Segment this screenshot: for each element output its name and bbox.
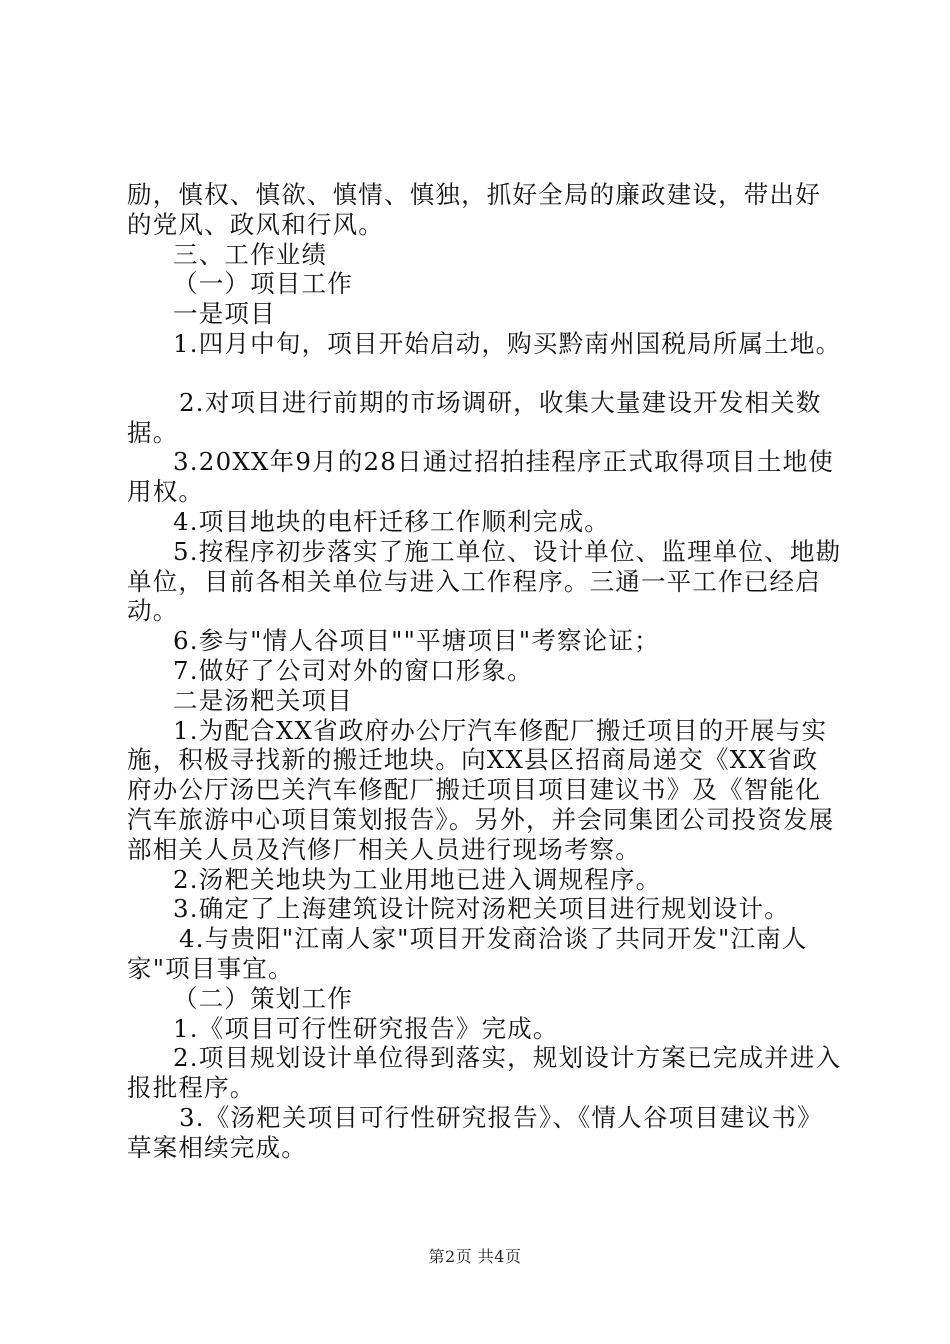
list-item: 6.参与"情人谷项目""平塘项目"考察论证； (173, 626, 660, 656)
subsection-heading-planning-work: （二）策划工作 (173, 983, 353, 1013)
item-heading-tangbaguan: 二是汤粑关项目 (173, 685, 353, 715)
list-item: 7.做好了公司对外的窗口形象。 (173, 655, 533, 685)
list-item: 3.20XX年9月的28日通过招拍挂程序正式取得项目土地使用权。 (127, 447, 834, 507)
list-item: 1.《项目可行性研究报告》完成。 (173, 1013, 559, 1043)
list-item: 1.四月中旬，项目开始启动，购买黔南州国税局所属土地。 (173, 328, 842, 358)
blank-line (127, 359, 842, 388)
list-item: 4.与贵阳"江南人家"项目开发商洽谈了共同开发"江南人家"项目事宜。 (127, 924, 808, 983)
list-item: 1.为配合XX省政府办公厅汽车修配厂搬迁项目的开展与实施，积极寻找新的搬迁地块。向XX县区招商局递交《XX省政府办公厅汤巴关汽车修配厂搬迁项目项目建议书》及《智能化汽车旅游中心项目策划报告》。另外，并会同集团公司投资发展部相关人员及汽修厂相关人员进行现场考察。 (127, 715, 835, 864)
document-body (127, 180, 842, 1163)
list-item: 4.项目地块的电杆迁移工作顺利完成。 (173, 506, 610, 536)
list-item: 3.《汤粑关项目可行性研究报告》、《情人谷项目建议书》草案相续完成。 (127, 1102, 823, 1162)
page-number-footer: 第2页 共4页 (428, 1247, 522, 1266)
list-item: 3.确定了上海建筑设计院对汤粑关项目进行规划设计。 (173, 894, 790, 924)
list-item: 2.项目规划设计单位得到落实，规划设计方案已完成并进入报批程序。 (127, 1043, 842, 1103)
paragraph-continuation: 励，慎权、慎欲、慎情、慎独，抓好全局的廉政建设，带出好的党风、政风和行风。 (127, 180, 821, 239)
list-item: 2.对项目进行前期的市场调研，收集大量建设开发相关数据。 (127, 387, 822, 447)
list-item: 5.按程序初步落实了施工单位、设计单位、监理单位、地勘单位，目前各相关单位与进入工作程序。三通一平工作已经启动。 (127, 536, 842, 626)
item-heading-project-one: 一是项目 (173, 299, 276, 329)
list-item: 2.汤粑关地块为工业用地已进入调规程序。 (173, 864, 662, 894)
subsection-heading-project-work: （一）项目工作 (173, 269, 353, 299)
section-heading-work-achievements: 三、工作业绩 (173, 239, 328, 269)
